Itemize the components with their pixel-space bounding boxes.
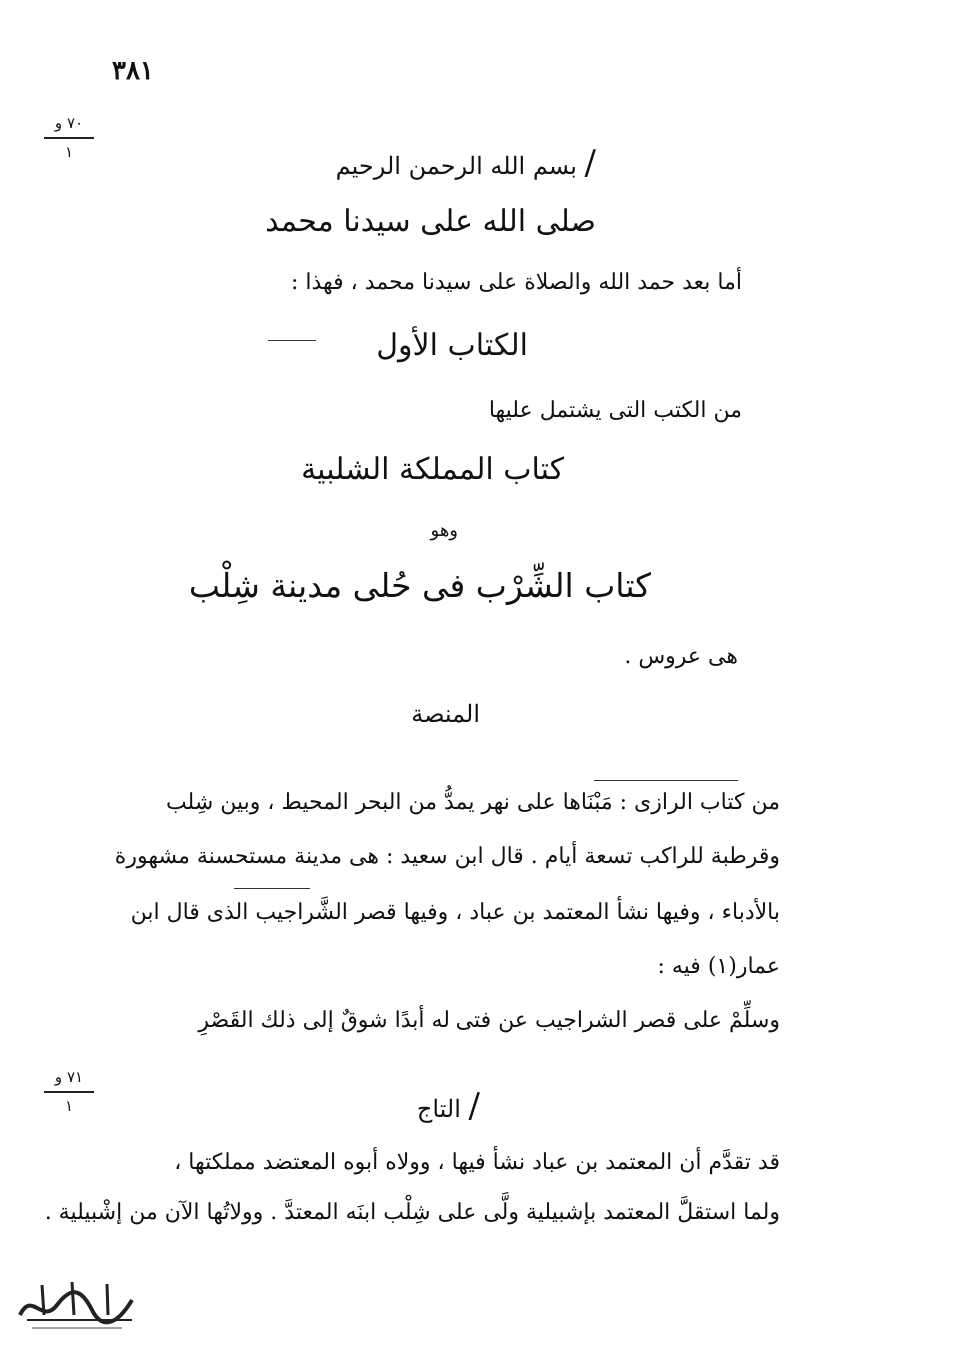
verse-second-hemistich: له أبدًا شوقٌ إلى ذلك القَصْرِ bbox=[198, 1008, 450, 1033]
page-number: ٣٨١ bbox=[112, 56, 154, 86]
section-title-taj: التاج bbox=[416, 1095, 461, 1123]
paragraph1-line: من كتاب الرازى : مَبْنَاها على نهر يمدُّ من البحر المحيط ، وبين شِلب bbox=[165, 790, 780, 815]
folio-mark-top: ٧٠ و bbox=[54, 114, 84, 132]
folio-mark-top: ٧١ و bbox=[54, 1068, 84, 1086]
intro-line: أما بعد حمد الله والصلاة على سيدنا محمد ، فهذا : bbox=[290, 270, 742, 295]
folio-mark-bottom: ١ bbox=[64, 142, 74, 161]
paragraph1-line: عمار(١) فيه : bbox=[657, 954, 780, 979]
book-title: الكتاب الأول bbox=[376, 328, 528, 363]
salat-line: صلى الله على سيدنا محمد bbox=[265, 204, 596, 239]
watermark-logo bbox=[12, 1270, 142, 1340]
paragraph2-line: قد تقدَّم أن المعتمد بن عباد نشأ فيها ، وولاه أبوه المعتضد مملكتها ، bbox=[174, 1150, 780, 1175]
folio-slash: / bbox=[584, 143, 596, 183]
folio-mark-rule bbox=[44, 137, 94, 139]
paragraph2-line: ولما استقلَّ المعتمد بإشبيلية ولَّى على شِلْب ابنَه المعتدَّ . وولاتُها الآن من إشْبيلية . bbox=[44, 1200, 780, 1225]
basmala-line bbox=[336, 143, 596, 183]
margin-stroke bbox=[268, 340, 316, 341]
folio-mark-70 bbox=[44, 112, 94, 163]
basmala: بسم الله الرحمن الرحيم bbox=[335, 152, 577, 180]
verse-first-hemistich: وسلِّمْ على قصر الشراجيب عن فتى bbox=[455, 1008, 780, 1033]
and-it-is: وهو bbox=[430, 520, 458, 541]
hiya-line: هى عروس . bbox=[624, 644, 738, 669]
folio-mark-71 bbox=[44, 1066, 94, 1117]
folio-slash: / bbox=[468, 1086, 480, 1126]
kingdom-title: كتاب المملكة الشلبية bbox=[301, 452, 564, 487]
watermark-logo-graphic bbox=[12, 1270, 142, 1340]
underline-stroke bbox=[594, 780, 738, 781]
folio-mark-rule bbox=[44, 1091, 94, 1093]
underline-stroke bbox=[234, 888, 310, 889]
folio-mark-bottom: ١ bbox=[64, 1096, 74, 1115]
paragraph1-line: وقرطبة للراكب تسعة أيام . قال ابن سعيد : هى مدينة مستحسنة مشهورة bbox=[114, 844, 780, 869]
section-title-taj-line bbox=[417, 1086, 480, 1126]
book-subtitle: من الكتب التى يشتمل عليها bbox=[488, 398, 742, 423]
paragraph1-line: بالأدباء ، وفيها نشأ المعتمد بن عباد ، وفيها قصر الشَّراجيب الذى قال ابن bbox=[130, 900, 780, 925]
section-title-minassa: المنصة bbox=[411, 700, 480, 728]
main-title: كتاب الشِّرْب فى حُلى مدينة شِلْب bbox=[188, 566, 651, 605]
